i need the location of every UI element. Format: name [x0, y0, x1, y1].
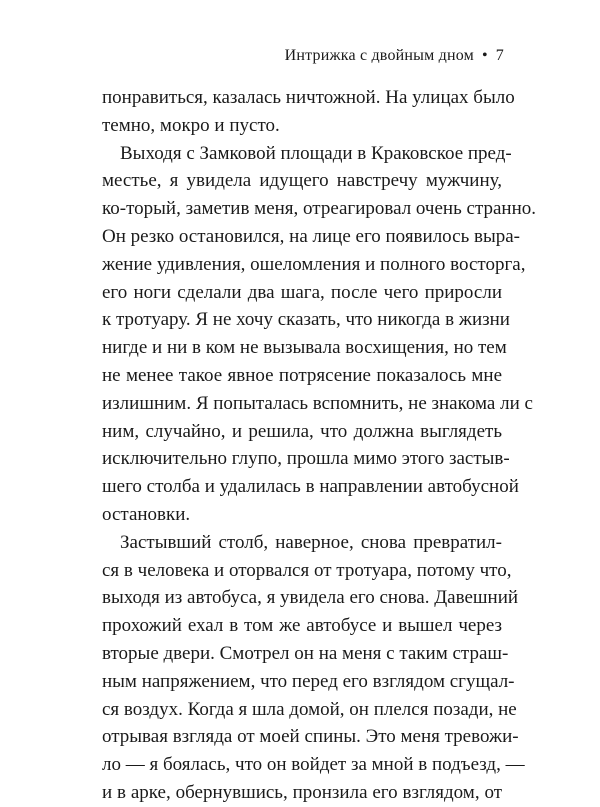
text-line: исключительно глупо, прошла мимо этого застыв-	[102, 448, 510, 470]
text-line: местье, я увидела идущего навстречу мужчину,	[102, 170, 502, 192]
text-line: жение удивления, ошеломления и полного восторга,	[102, 253, 526, 275]
text-line: ся в человека и оторвался от тротуара, потому что,	[102, 559, 512, 581]
page-number: 7	[495, 47, 504, 64]
text-line: его ноги сделали два шага, после чего приросли	[102, 281, 502, 303]
text-line: излишним. Я попыталась вспомнить, не знакома ли с	[102, 392, 533, 414]
text-line: нигде и ни в ком не вызывала восхищения, но тем	[102, 337, 507, 359]
text-line: остановки.	[102, 503, 191, 525]
text-line: ся воздух. Когда я шла домой, он плелся позади, не	[102, 698, 517, 720]
paragraph-first-line: Выходя с Замковой площади в Краковское пред-	[120, 142, 512, 164]
text-line: ным напряжением, что перед его взглядом сгущал-	[102, 670, 515, 692]
text-line: вторые двери. Смотрел он на меня с таким страш-	[102, 642, 509, 664]
text-line: ко-торый, заметив меня, отреагировал очень странно.	[102, 198, 536, 220]
text-line: выходя из автобуса, я увидела его снова. Давешний	[102, 587, 519, 609]
running-header	[285, 46, 504, 66]
header-separator: •	[481, 47, 488, 64]
text-line: шего столба и удалилась в направлении автобусной	[102, 476, 519, 498]
paragraph-first-line: Застывший столб, наверное, снова превратил-	[120, 531, 502, 553]
text-line: понравиться, казалась ничтожной. На улицах было	[102, 87, 515, 108]
text-line: не менее такое явное потрясение показалось мне	[102, 364, 502, 386]
text-line: прохожий ехал в том же автобусе и вышел через	[102, 615, 502, 637]
running-header-title: Интрижка с двойным дном	[284, 47, 474, 64]
text-line: отрывая взгляда от моей спины. Это меня тревожи-	[102, 726, 519, 748]
text-line: к тротуару. Я не хочу сказать, что никогда в жизни	[102, 309, 510, 331]
body-text	[102, 84, 536, 807]
text-line: ним, случайно, и решила, что должна выглядеть	[102, 420, 502, 442]
text-line: ло — я боялась, что он войдет за мной в подъезд, —	[102, 754, 525, 776]
text-line: Он резко остановился, на лице его появилось выра-	[102, 225, 520, 247]
text-line: темно, мокро и пусто.	[102, 114, 280, 136]
text-line: и в арке, обернувшись, пронзила его взглядом, от	[102, 781, 502, 803]
